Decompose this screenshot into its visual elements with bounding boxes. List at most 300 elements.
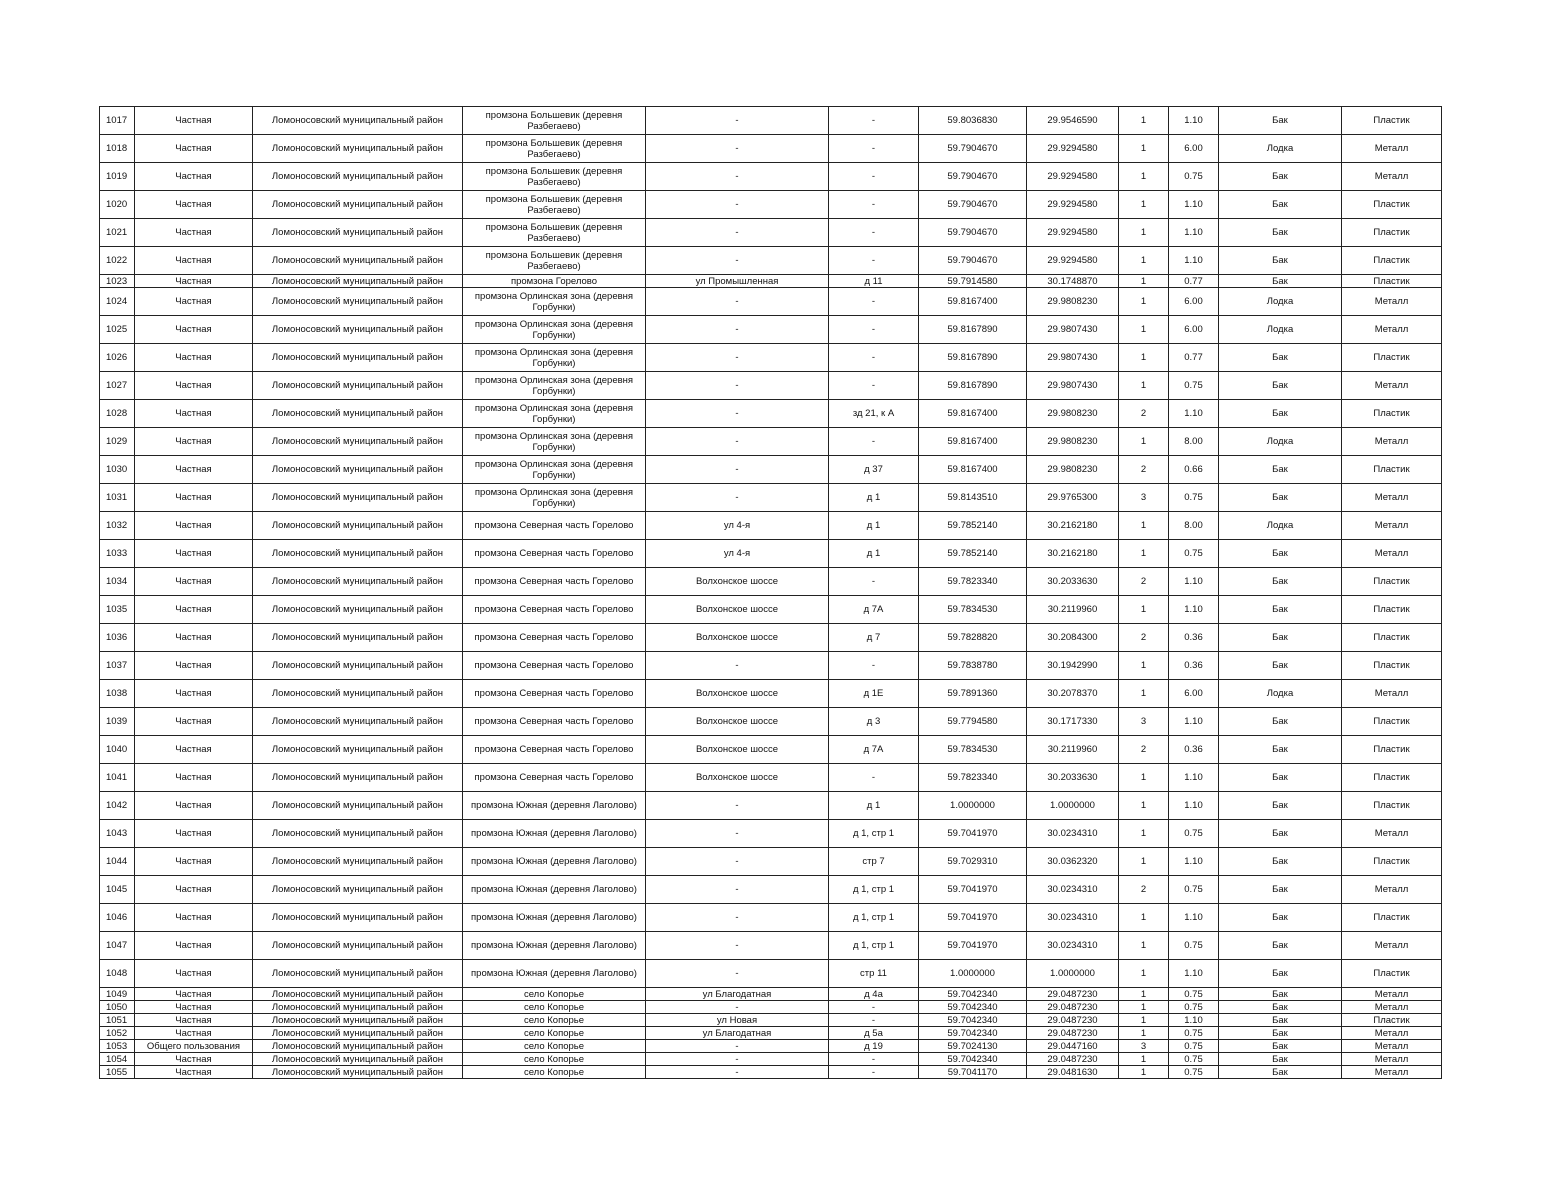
cell-material: Металл [1342, 1040, 1442, 1053]
cell-container-count: 1 [1119, 764, 1169, 792]
table-row [100, 764, 1442, 792]
table-row [100, 876, 1442, 904]
cell-container-type: Бак [1219, 247, 1342, 275]
table-row [100, 568, 1442, 596]
cell-ownership: Частная [135, 191, 253, 219]
cell-latitude: 59.7042340 [919, 988, 1027, 1001]
cell-volume: 0.75 [1169, 932, 1219, 960]
cell-container-type: Бак [1219, 400, 1342, 428]
table-row [100, 135, 1442, 163]
table-row [100, 512, 1442, 540]
cell-settlement: промзона Северная часть Горелово [463, 540, 646, 568]
cell-material: Металл [1342, 540, 1442, 568]
cell-material: Пластик [1342, 736, 1442, 764]
cell-material: Металл [1342, 1053, 1442, 1066]
table-row [100, 652, 1442, 680]
cell-row-number: 1047 [100, 932, 135, 960]
cell-building: д 11 [829, 275, 919, 288]
cell-settlement: промзона Северная часть Горелово [463, 680, 646, 708]
cell-latitude: 59.7904670 [919, 219, 1027, 247]
cell-ownership: Частная [135, 135, 253, 163]
cell-longitude: 30.2033630 [1027, 568, 1119, 596]
cell-building: зд 21, к А [829, 400, 919, 428]
cell-container-type: Бак [1219, 163, 1342, 191]
cell-latitude: 59.7852140 [919, 540, 1027, 568]
cell-material: Металл [1342, 484, 1442, 512]
cell-volume: 1.10 [1169, 1014, 1219, 1027]
cell-ownership: Частная [135, 163, 253, 191]
cell-longitude: 29.0487230 [1027, 1001, 1119, 1014]
cell-material: Пластик [1342, 344, 1442, 372]
cell-settlement: промзона Северная часть Горелово [463, 596, 646, 624]
cell-container-type: Бак [1219, 1027, 1342, 1040]
cell-container-count: 1 [1119, 932, 1169, 960]
table-row [100, 680, 1442, 708]
cell-settlement: промзона Орлинская зона (деревня Горбунки) [463, 288, 646, 316]
cell-volume: 1.10 [1169, 247, 1219, 275]
cell-settlement: промзона Северная часть Горелово [463, 764, 646, 792]
cell-container-count: 1 [1119, 820, 1169, 848]
cell-district: Ломоносовский муниципальный район [253, 848, 463, 876]
cell-ownership: Частная [135, 792, 253, 820]
cell-street: - [646, 1066, 829, 1079]
cell-street: - [646, 191, 829, 219]
cell-container-count: 1 [1119, 428, 1169, 456]
cell-volume: 0.75 [1169, 372, 1219, 400]
cell-container-count: 1 [1119, 1027, 1169, 1040]
cell-district: Ломоносовский муниципальный район [253, 960, 463, 988]
cell-district: Ломоносовский муниципальный район [253, 191, 463, 219]
cell-building: - [829, 1053, 919, 1066]
cell-settlement: село Копорье [463, 1027, 646, 1040]
cell-longitude: 29.9294580 [1027, 191, 1119, 219]
cell-building: д 7А [829, 736, 919, 764]
cell-building: - [829, 1001, 919, 1014]
table-row [100, 428, 1442, 456]
cell-district: Ломоносовский муниципальный район [253, 428, 463, 456]
cell-container-count: 2 [1119, 568, 1169, 596]
cell-latitude: 59.8167400 [919, 400, 1027, 428]
cell-street: Волхонское шоссе [646, 596, 829, 624]
cell-row-number: 1055 [100, 1066, 135, 1079]
cell-volume: 1.10 [1169, 400, 1219, 428]
cell-latitude: 59.7904670 [919, 135, 1027, 163]
cell-ownership: Частная [135, 1053, 253, 1066]
cell-district: Ломоносовский муниципальный район [253, 288, 463, 316]
cell-building: - [829, 135, 919, 163]
cell-container-count: 1 [1119, 219, 1169, 247]
cell-container-type: Бак [1219, 876, 1342, 904]
cell-building: д 7 [829, 624, 919, 652]
cell-row-number: 1050 [100, 1001, 135, 1014]
cell-district: Ломоносовский муниципальный район [253, 736, 463, 764]
cell-material: Металл [1342, 988, 1442, 1001]
cell-building: д 1, стр 1 [829, 904, 919, 932]
cell-container-count: 1 [1119, 372, 1169, 400]
cell-row-number: 1028 [100, 400, 135, 428]
table-body [100, 107, 1442, 1079]
cell-settlement: село Копорье [463, 1001, 646, 1014]
cell-container-count: 1 [1119, 135, 1169, 163]
cell-settlement: промзона Северная часть Горелово [463, 736, 646, 764]
cell-settlement: промзона Орлинская зона (деревня Горбунки) [463, 344, 646, 372]
cell-material: Пластик [1342, 848, 1442, 876]
cell-ownership: Частная [135, 932, 253, 960]
cell-settlement: село Копорье [463, 1014, 646, 1027]
cell-street: ул 4-я [646, 512, 829, 540]
cell-container-count: 3 [1119, 1040, 1169, 1053]
cell-material: Пластик [1342, 191, 1442, 219]
cell-street: Волхонское шоссе [646, 680, 829, 708]
cell-latitude: 59.8167890 [919, 316, 1027, 344]
cell-street: - [646, 107, 829, 135]
table-row [100, 1040, 1442, 1053]
cell-district: Ломоносовский муниципальный район [253, 624, 463, 652]
cell-settlement: промзона Орлинская зона (деревня Горбунки) [463, 456, 646, 484]
cell-latitude: 59.7823340 [919, 568, 1027, 596]
cell-row-number: 1035 [100, 596, 135, 624]
cell-street: - [646, 316, 829, 344]
cell-ownership: Частная [135, 904, 253, 932]
cell-row-number: 1025 [100, 316, 135, 344]
cell-latitude: 1.0000000 [919, 960, 1027, 988]
cell-ownership: Частная [135, 344, 253, 372]
cell-container-count: 1 [1119, 316, 1169, 344]
cell-building: д 19 [829, 1040, 919, 1053]
cell-district: Ломоносовский муниципальный район [253, 904, 463, 932]
cell-ownership: Частная [135, 512, 253, 540]
cell-district: Ломоносовский муниципальный район [253, 596, 463, 624]
cell-settlement: промзона Южная (деревня Лаголово) [463, 848, 646, 876]
cell-building: - [829, 288, 919, 316]
cell-longitude: 29.9294580 [1027, 247, 1119, 275]
cell-settlement: промзона Южная (деревня Лаголово) [463, 792, 646, 820]
cell-district: Ломоносовский муниципальный район [253, 275, 463, 288]
cell-container-count: 1 [1119, 247, 1169, 275]
cell-district: Ломоносовский муниципальный район [253, 1001, 463, 1014]
cell-longitude: 30.0234310 [1027, 820, 1119, 848]
cell-ownership: Частная [135, 652, 253, 680]
cell-container-type: Бак [1219, 540, 1342, 568]
cell-street: Волхонское шоссе [646, 708, 829, 736]
cell-container-count: 2 [1119, 624, 1169, 652]
cell-container-count: 1 [1119, 288, 1169, 316]
cell-volume: 0.75 [1169, 820, 1219, 848]
cell-street: ул Новая [646, 1014, 829, 1027]
cell-street: Волхонское шоссе [646, 568, 829, 596]
cell-street: - [646, 456, 829, 484]
cell-district: Ломоносовский муниципальный район [253, 1040, 463, 1053]
cell-volume: 6.00 [1169, 316, 1219, 344]
cell-settlement: промзона Северная часть Горелово [463, 652, 646, 680]
cell-district: Ломоносовский муниципальный район [253, 1066, 463, 1079]
table-row [100, 247, 1442, 275]
cell-settlement: промзона Северная часть Горелово [463, 512, 646, 540]
cell-latitude: 59.8167400 [919, 428, 1027, 456]
cell-material: Пластик [1342, 247, 1442, 275]
cell-volume: 1.10 [1169, 708, 1219, 736]
cell-district: Ломоносовский муниципальный район [253, 135, 463, 163]
cell-longitude: 30.0234310 [1027, 904, 1119, 932]
cell-district: Ломоносовский муниципальный район [253, 1053, 463, 1066]
cell-building: - [829, 316, 919, 344]
cell-district: Ломоносовский муниципальный район [253, 316, 463, 344]
cell-container-count: 1 [1119, 792, 1169, 820]
cell-street: - [646, 372, 829, 400]
cell-volume: 1.10 [1169, 764, 1219, 792]
cell-container-count: 3 [1119, 708, 1169, 736]
cell-ownership: Частная [135, 736, 253, 764]
cell-settlement: промзона Южная (деревня Лаголово) [463, 932, 646, 960]
cell-container-type: Лодка [1219, 428, 1342, 456]
cell-latitude: 59.8167890 [919, 344, 1027, 372]
cell-latitude: 59.7904670 [919, 191, 1027, 219]
cell-building: - [829, 191, 919, 219]
cell-volume: 0.75 [1169, 1027, 1219, 1040]
cell-street: - [646, 960, 829, 988]
cell-row-number: 1023 [100, 275, 135, 288]
cell-material: Пластик [1342, 960, 1442, 988]
cell-material: Пластик [1342, 708, 1442, 736]
cell-latitude: 59.7828820 [919, 624, 1027, 652]
cell-longitude: 29.9807430 [1027, 372, 1119, 400]
cell-street: - [646, 792, 829, 820]
cell-district: Ломоносовский муниципальный район [253, 107, 463, 135]
cell-longitude: 30.2033630 [1027, 764, 1119, 792]
cell-material: Пластик [1342, 1014, 1442, 1027]
cell-longitude: 29.9807430 [1027, 344, 1119, 372]
table-row [100, 988, 1442, 1001]
cell-building: д 1, стр 1 [829, 932, 919, 960]
cell-row-number: 1030 [100, 456, 135, 484]
cell-district: Ломоносовский муниципальный район [253, 764, 463, 792]
cell-ownership: Частная [135, 247, 253, 275]
cell-container-count: 1 [1119, 191, 1169, 219]
cell-container-count: 1 [1119, 848, 1169, 876]
cell-material: Пластик [1342, 904, 1442, 932]
cell-material: Металл [1342, 820, 1442, 848]
table-row [100, 1053, 1442, 1066]
cell-volume: 0.77 [1169, 344, 1219, 372]
cell-district: Ломоносовский муниципальный район [253, 219, 463, 247]
cell-material: Металл [1342, 932, 1442, 960]
cell-settlement: промзона Горелово [463, 275, 646, 288]
table-row [100, 540, 1442, 568]
cell-latitude: 59.8167890 [919, 372, 1027, 400]
cell-row-number: 1048 [100, 960, 135, 988]
cell-container-count: 1 [1119, 1053, 1169, 1066]
cell-building: д 1 [829, 484, 919, 512]
cell-latitude: 59.7834530 [919, 596, 1027, 624]
cell-volume: 0.77 [1169, 275, 1219, 288]
cell-row-number: 1038 [100, 680, 135, 708]
table-row [100, 792, 1442, 820]
cell-container-type: Бак [1219, 932, 1342, 960]
cell-material: Пластик [1342, 219, 1442, 247]
cell-building: д 1Е [829, 680, 919, 708]
cell-row-number: 1033 [100, 540, 135, 568]
cell-ownership: Частная [135, 372, 253, 400]
cell-row-number: 1044 [100, 848, 135, 876]
cell-district: Ломоносовский муниципальный район [253, 820, 463, 848]
cell-latitude: 1.0000000 [919, 792, 1027, 820]
cell-building: д 4а [829, 988, 919, 1001]
cell-street: Волхонское шоссе [646, 736, 829, 764]
cell-building: д 1, стр 1 [829, 820, 919, 848]
cell-latitude: 59.7041970 [919, 820, 1027, 848]
cell-settlement: промзона Южная (деревня Лаголово) [463, 876, 646, 904]
cell-district: Ломоносовский муниципальный район [253, 400, 463, 428]
cell-building: - [829, 568, 919, 596]
table-row [100, 163, 1442, 191]
cell-settlement: промзона Южная (деревня Лаголово) [463, 820, 646, 848]
cell-material: Пластик [1342, 652, 1442, 680]
cell-settlement: промзона Орлинская зона (деревня Горбунки) [463, 484, 646, 512]
cell-container-type: Бак [1219, 820, 1342, 848]
cell-volume: 1.10 [1169, 219, 1219, 247]
cell-latitude: 59.7041170 [919, 1066, 1027, 1079]
cell-ownership: Частная [135, 1001, 253, 1014]
cell-volume: 1.10 [1169, 792, 1219, 820]
cell-material: Металл [1342, 288, 1442, 316]
cell-latitude: 59.7029310 [919, 848, 1027, 876]
cell-container-type: Бак [1219, 484, 1342, 512]
cell-row-number: 1019 [100, 163, 135, 191]
cell-volume: 8.00 [1169, 428, 1219, 456]
cell-row-number: 1017 [100, 107, 135, 135]
cell-row-number: 1034 [100, 568, 135, 596]
cell-district: Ломоносовский муниципальный район [253, 247, 463, 275]
cell-district: Ломоносовский муниципальный район [253, 344, 463, 372]
cell-container-count: 2 [1119, 400, 1169, 428]
cell-row-number: 1045 [100, 876, 135, 904]
cell-building: - [829, 107, 919, 135]
cell-material: Пластик [1342, 764, 1442, 792]
cell-container-type: Бак [1219, 1040, 1342, 1053]
cell-container-type: Бак [1219, 1053, 1342, 1066]
cell-container-type: Бак [1219, 652, 1342, 680]
cell-street: ул Благодатная [646, 988, 829, 1001]
cell-street: - [646, 904, 829, 932]
cell-street: Волхонское шоссе [646, 764, 829, 792]
cell-container-type: Бак [1219, 568, 1342, 596]
cell-latitude: 59.7823340 [919, 764, 1027, 792]
cell-material: Металл [1342, 372, 1442, 400]
cell-settlement: промзона Орлинская зона (деревня Горбунки) [463, 316, 646, 344]
cell-settlement: промзона Северная часть Горелово [463, 568, 646, 596]
cell-longitude: 1.0000000 [1027, 792, 1119, 820]
cell-longitude: 29.0481630 [1027, 1066, 1119, 1079]
cell-container-count: 1 [1119, 596, 1169, 624]
cell-settlement: село Копорье [463, 1053, 646, 1066]
cell-latitude: 59.7904670 [919, 163, 1027, 191]
cell-settlement: село Копорье [463, 988, 646, 1001]
table-row [100, 372, 1442, 400]
table-row [100, 736, 1442, 764]
cell-ownership: Частная [135, 960, 253, 988]
cell-ownership: Частная [135, 1027, 253, 1040]
cell-ownership: Частная [135, 764, 253, 792]
cell-latitude: 59.7024130 [919, 1040, 1027, 1053]
cell-container-count: 1 [1119, 1014, 1169, 1027]
cell-volume: 0.75 [1169, 988, 1219, 1001]
table-row [100, 848, 1442, 876]
cell-row-number: 1051 [100, 1014, 135, 1027]
cell-ownership: Частная [135, 540, 253, 568]
cell-container-count: 1 [1119, 540, 1169, 568]
cell-container-count: 1 [1119, 1066, 1169, 1079]
cell-settlement: промзона Большевик (деревня Разбегаево) [463, 107, 646, 135]
cell-ownership: Частная [135, 275, 253, 288]
table-row [100, 275, 1442, 288]
cell-container-count: 1 [1119, 163, 1169, 191]
cell-district: Ломоносовский муниципальный район [253, 512, 463, 540]
cell-container-type: Лодка [1219, 512, 1342, 540]
cell-street: - [646, 848, 829, 876]
cell-district: Ломоносовский муниципальный район [253, 372, 463, 400]
cell-settlement: промзона Южная (деревня Лаголово) [463, 960, 646, 988]
cell-building: д 3 [829, 708, 919, 736]
cell-container-type: Бак [1219, 736, 1342, 764]
cell-container-type: Бак [1219, 344, 1342, 372]
cell-material: Металл [1342, 1001, 1442, 1014]
cell-building: стр 11 [829, 960, 919, 988]
cell-latitude: 59.8143510 [919, 484, 1027, 512]
cell-longitude: 30.2162180 [1027, 540, 1119, 568]
cell-building: д 1 [829, 540, 919, 568]
cell-building: - [829, 428, 919, 456]
cell-container-type: Лодка [1219, 288, 1342, 316]
cell-ownership: Частная [135, 1014, 253, 1027]
cell-latitude: 59.7042340 [919, 1014, 1027, 1027]
data-table [99, 106, 1442, 1079]
cell-longitude: 29.0487230 [1027, 988, 1119, 1001]
table-row [100, 708, 1442, 736]
cell-row-number: 1021 [100, 219, 135, 247]
cell-row-number: 1037 [100, 652, 135, 680]
cell-longitude: 30.2119960 [1027, 736, 1119, 764]
cell-volume: 6.00 [1169, 288, 1219, 316]
cell-street: - [646, 820, 829, 848]
cell-volume: 0.75 [1169, 540, 1219, 568]
cell-material: Пластик [1342, 400, 1442, 428]
cell-material: Металл [1342, 512, 1442, 540]
cell-row-number: 1046 [100, 904, 135, 932]
cell-container-type: Бак [1219, 596, 1342, 624]
cell-longitude: 30.1748870 [1027, 275, 1119, 288]
cell-container-count: 1 [1119, 680, 1169, 708]
cell-volume: 1.10 [1169, 191, 1219, 219]
cell-longitude: 29.9294580 [1027, 163, 1119, 191]
cell-street: - [646, 247, 829, 275]
cell-street: - [646, 400, 829, 428]
cell-latitude: 59.8167400 [919, 288, 1027, 316]
cell-ownership: Частная [135, 288, 253, 316]
cell-container-type: Бак [1219, 191, 1342, 219]
cell-container-type: Бак [1219, 1014, 1342, 1027]
cell-ownership: Частная [135, 680, 253, 708]
cell-row-number: 1052 [100, 1027, 135, 1040]
cell-row-number: 1031 [100, 484, 135, 512]
cell-row-number: 1036 [100, 624, 135, 652]
cell-ownership: Частная [135, 988, 253, 1001]
cell-material: Пластик [1342, 107, 1442, 135]
cell-street: Волхонское шоссе [646, 624, 829, 652]
cell-district: Ломоносовский муниципальный район [253, 680, 463, 708]
cell-building: стр 7 [829, 848, 919, 876]
cell-settlement: промзона Орлинская зона (деревня Горбунки) [463, 372, 646, 400]
cell-container-type: Бак [1219, 1001, 1342, 1014]
